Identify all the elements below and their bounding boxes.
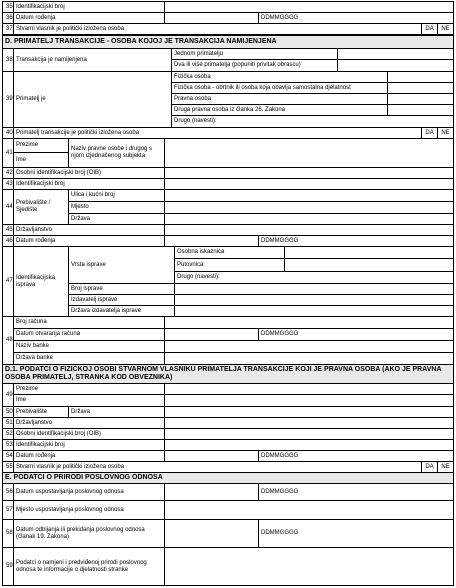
- row-57-place-field[interactable]: [164, 500, 454, 520]
- row-48-number: 48: [2, 316, 14, 365]
- row-41-surname-label: Prezime: [13, 138, 69, 153]
- row-36-date-format: DDMMGGGG: [258, 12, 454, 24]
- row-53-number: 53: [2, 439, 14, 451]
- row-37-yes-checkbox[interactable]: DA: [421, 23, 438, 35]
- row-49-name-label: Ime: [13, 394, 165, 407]
- row-57-label: Mjesto uspostavljanja poslovnog odnosa: [13, 500, 165, 520]
- row-52-label: Osobni identifikacijski broj (OIB): [13, 428, 165, 440]
- row-50-label: Prebivalište: [13, 406, 69, 418]
- row-54-date-format: DDMMGGGG: [258, 450, 454, 462]
- row-38-label: Transakcija je namijenjena: [13, 48, 172, 72]
- row-42-label: Osobni identifikacijski broj (OIB): [13, 167, 165, 179]
- row-40-no-checkbox[interactable]: NE: [437, 127, 454, 139]
- row-41-name-field[interactable]: [164, 138, 454, 168]
- row-44-country-label: Država: [68, 213, 165, 225]
- row-48-bank-country-label: Država banke: [13, 352, 165, 365]
- row-58-date-format: DDMMGGGG: [258, 519, 454, 548]
- row-58-label: Datum odbijanja ili prekidanja poslovnog odnosa (članak 19. Zakona): [13, 519, 165, 548]
- row-35-label: Identifikacijski broj: [13, 1, 165, 13]
- row-45-number: 45: [2, 224, 14, 236]
- row-40-number: 40: [2, 127, 14, 139]
- row-48-date-format: DDMMGGGG: [258, 328, 454, 341]
- section-d1-heading: D.1. PODATCI O FIZIČKOJ OSOBI STVARNOM VLASNIKU PRIMATELJA TRANSAKCIJE KOJI JE PRAVNA OSOBA (AKO JE PRAVNA OSOBA PRIMATELJ, STRANKA KOD OBVEZNIKA): [2, 364, 454, 384]
- row-46-label: Datum rođenja: [13, 235, 165, 247]
- row-42-number: 42: [2, 167, 14, 179]
- row-56-label: Datum uspostavljanja poslovnog odnosa: [13, 483, 165, 501]
- row-55-yes-checkbox[interactable]: DA: [421, 461, 438, 473]
- row-39-option-craftsman[interactable]: Fizička osoba - obrtnik ili osoba koja obavlja samostalna djelatnost: [171, 82, 388, 94]
- row-58-date-field[interactable]: [164, 519, 259, 548]
- row-44-street-label: Ulica i kućni broj: [68, 189, 165, 202]
- row-52-number: 52: [2, 428, 14, 440]
- row-47-issuer-country-label: Država izdavatelja isprave: [68, 305, 175, 317]
- row-47-issuer-label: Izdavatelj isprave: [68, 294, 175, 306]
- row-41-name-label: Ime: [13, 152, 69, 168]
- row-36-number: 36: [2, 12, 14, 24]
- row-38-option-multiple-recipients[interactable]: Dva ili više primatelja (popuniti privitak obrascu): [171, 59, 338, 72]
- row-56-date-format: DDMMGGGG: [258, 483, 454, 501]
- row-47-document-type-label: Vrsta isprave: [68, 246, 175, 284]
- section-e-heading: E. PODATCI O PRIRODI POSLOVNOG ODNOSA: [2, 472, 454, 484]
- row-56-number: 56: [2, 483, 14, 501]
- row-44-label: Prebivalište / Sjedište: [13, 189, 69, 225]
- row-47-label: Identifikacijska isprava: [13, 246, 69, 317]
- row-44-number: 44: [2, 189, 14, 225]
- row-58-number: 58: [2, 519, 14, 548]
- row-46-date-format: DDMMGGGG: [258, 235, 454, 247]
- row-47-option-other[interactable]: Drugo (navesti):: [174, 271, 454, 284]
- row-44-city-label: Mjesto: [68, 201, 165, 214]
- row-41-entity-name-label: Naziv pravne osobe i drugog s njom izjednačenog subjekta: [68, 138, 165, 168]
- row-41-number: 41: [2, 138, 14, 168]
- row-38-number: 38: [2, 48, 14, 72]
- row-51-label: Državljanstvo: [13, 417, 165, 429]
- row-43-label: Identifikacijski broj: [13, 178, 165, 190]
- row-50-number: 50: [2, 406, 14, 418]
- row-39-number: 39: [2, 71, 14, 128]
- row-54-label: Datum rođenja: [13, 450, 165, 462]
- row-48-opening-date-label: Datum otvaranja računa: [13, 328, 165, 341]
- row-40-yes-checkbox[interactable]: DA: [421, 127, 438, 139]
- row-48-bank-name-label: Naziv banke: [13, 340, 165, 353]
- row-53-label: Identifikacijski broj: [13, 439, 165, 451]
- row-37-label: Stvarni vlasnik je politički izložena osoba: [13, 23, 422, 35]
- row-59-purpose-field[interactable]: [164, 547, 454, 586]
- row-40-label: Primatelj transakcije je politički izložena osoba: [13, 127, 422, 139]
- row-47-number: 47: [2, 246, 14, 317]
- row-36-label: Datum rođenja: [13, 12, 165, 24]
- row-54-number: 54: [2, 450, 14, 462]
- row-47-document-number-label: Broj isprave: [68, 283, 175, 295]
- row-50-country-label: Država: [68, 406, 165, 418]
- row-47-option-passport-field[interactable]: [284, 258, 454, 272]
- row-39-option-other-legal-person[interactable]: Druga pravna osoba iz članka 26. Zakona: [171, 104, 388, 116]
- row-39-option-other[interactable]: Drugo (navesti):: [171, 115, 454, 128]
- row-55-no-checkbox[interactable]: NE: [437, 461, 454, 473]
- row-59-number: 59: [2, 547, 14, 586]
- row-55-number: 55: [2, 461, 14, 473]
- row-49-number: 49: [2, 383, 14, 407]
- row-43-number: 43: [2, 178, 14, 190]
- section-d-heading: D. PRIMATELJ TRANSAKCIJE - OSOBA KOJOJ JE TRANSAKCIJA NAMIJENJENA: [2, 35, 454, 49]
- row-47-option-passport[interactable]: Putovnica: [174, 258, 285, 272]
- row-51-number: 51: [2, 417, 14, 429]
- row-48-account-number-label: Broj računa: [13, 316, 165, 329]
- row-59-label: Podatci o namjeni i predviđenoj prirodi poslovnog odnosa te informacije o djelatnosti stranke: [13, 547, 165, 586]
- row-55-label: Stvarni vlasnik je politički izložena osoba: [13, 461, 422, 473]
- row-37-no-checkbox[interactable]: NE: [437, 23, 454, 35]
- row-49-surname-label: Prezime: [13, 383, 165, 395]
- row-39-label: Primatelj je: [13, 71, 172, 128]
- row-56-date-field[interactable]: [164, 483, 259, 501]
- row-39-option-natural-person[interactable]: Fizička osoba: [171, 71, 388, 83]
- row-57-number: 57: [2, 500, 14, 520]
- row-35-number: 35: [2, 1, 14, 13]
- row-45-label: Državljanstvo: [13, 224, 165, 236]
- row-38-option-single-recipient[interactable]: Jednom primatelju: [171, 48, 338, 60]
- row-46-number: 46: [2, 235, 14, 247]
- row-37-number: 37: [2, 23, 14, 35]
- row-47-option-id-card[interactable]: Osobna iskaznica: [174, 246, 285, 259]
- row-39-option-legal-person[interactable]: Pravna osoba: [171, 93, 388, 105]
